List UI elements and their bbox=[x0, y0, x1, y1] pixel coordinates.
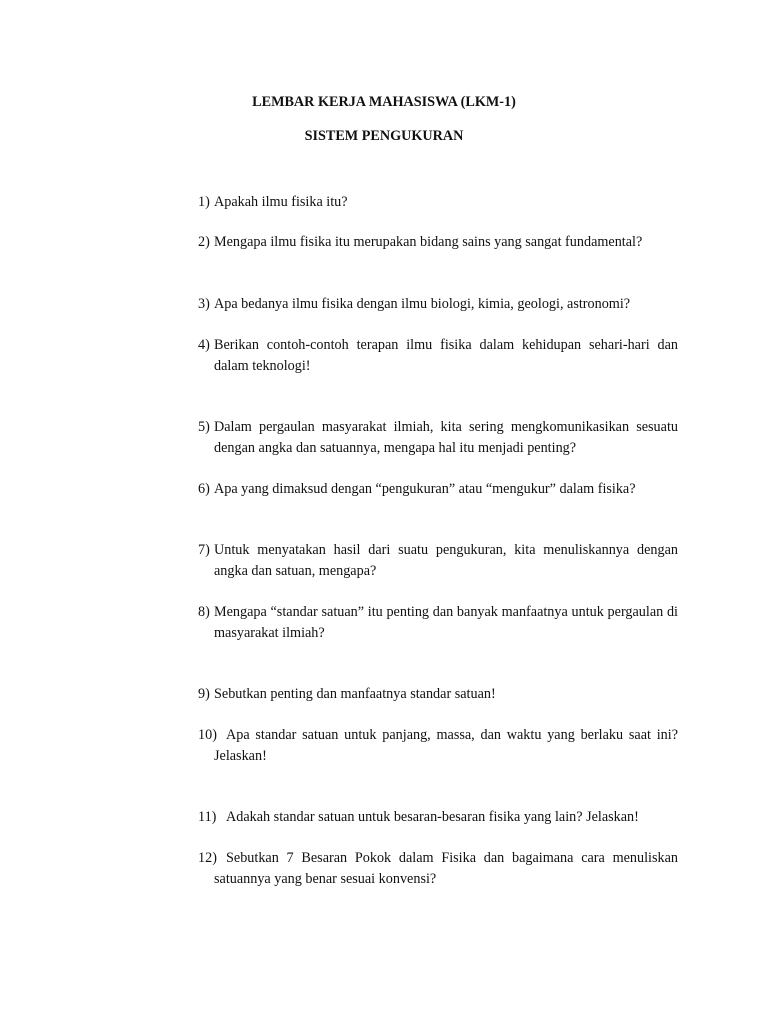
question-number: 4) bbox=[198, 337, 210, 353]
question-text: Apa yang dimaksud dengan “pengukuran” atau “mengukur” dalam fisika? bbox=[214, 481, 636, 497]
question-text: Apakah ilmu fisika itu? bbox=[214, 194, 348, 210]
question-number: 2) bbox=[198, 234, 210, 250]
question-number: 5) bbox=[198, 419, 210, 435]
question-number: 10) bbox=[198, 727, 217, 743]
question-text: Dalam pergaulan masyarakat ilmiah, kita sering mengkomunikasikan sesuatu dengan angka dan satuannya, mengapa hal itu menjadi penting? bbox=[214, 419, 678, 456]
question-6 bbox=[198, 479, 678, 500]
question-text: Mengapa ilmu fisika itu merupakan bidang sains yang sangat fundamental? bbox=[214, 234, 643, 250]
document-title: LEMBAR KERJA MAHASISWA (LKM-1) bbox=[252, 94, 516, 110]
question-7 bbox=[198, 540, 678, 582]
question-1 bbox=[198, 192, 678, 213]
question-text: Sebutkan penting dan manfaatnya standar satuan! bbox=[214, 686, 496, 702]
question-text: Apa standar satuan untuk panjang, massa, dan waktu yang berlaku saat ini? Jelaskan! bbox=[214, 727, 678, 764]
question-12 bbox=[198, 848, 678, 890]
question-text: Sebutkan 7 Besaran Pokok dalam Fisika dan bagaimana cara menuliskan satuannya yang benar sesuai konvensi? bbox=[214, 850, 678, 887]
question-4 bbox=[198, 335, 678, 377]
question-text: Mengapa “standar satuan” itu penting dan banyak manfaatnya untuk pergaulan di masyarakat ilmiah? bbox=[214, 604, 678, 641]
question-2 bbox=[198, 232, 678, 253]
question-text: Berikan contoh-contoh terapan ilmu fisika dalam kehidupan sehari-hari dan dalam teknologi! bbox=[214, 337, 678, 374]
question-number: 7) bbox=[198, 542, 210, 558]
question-5 bbox=[198, 417, 678, 459]
question-10 bbox=[198, 725, 678, 767]
question-text: Apa bedanya ilmu fisika dengan ilmu biologi, kimia, geologi, astronomi? bbox=[214, 296, 631, 312]
question-11 bbox=[198, 807, 678, 828]
question-3 bbox=[198, 294, 678, 315]
question-number: 3) bbox=[198, 296, 210, 312]
question-9 bbox=[198, 684, 678, 705]
question-number: 8) bbox=[198, 604, 210, 620]
question-number: 9) bbox=[198, 686, 210, 702]
question-number: 6) bbox=[198, 481, 210, 497]
question-text: Untuk menyatakan hasil dari suatu pengukuran, kita menuliskannya dengan angka dan satuan, mengapa? bbox=[214, 542, 678, 579]
question-number: 1) bbox=[198, 194, 210, 210]
question-8 bbox=[198, 602, 678, 644]
question-number: 12) bbox=[198, 850, 217, 866]
document-subtitle: SISTEM PENGUKURAN bbox=[304, 128, 464, 144]
question-number: 11) bbox=[198, 809, 217, 825]
question-text: Adakah standar satuan untuk besaran-besaran fisika yang lain? Jelaskan! bbox=[226, 809, 639, 825]
